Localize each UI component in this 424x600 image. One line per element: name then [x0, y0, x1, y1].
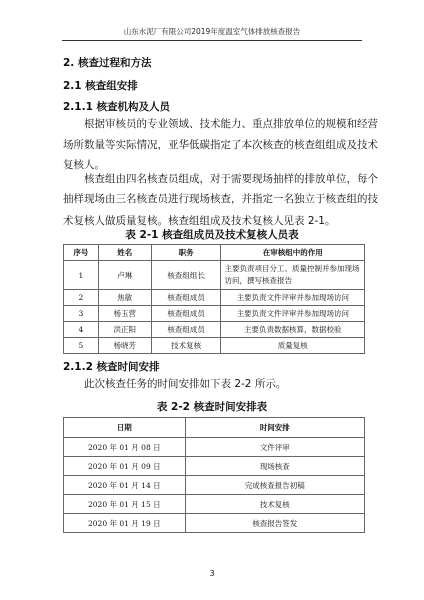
team-table-header-cell: 职务 [151, 245, 221, 261]
team-table-cell: 技术复核 [151, 338, 221, 354]
team-table-cell: 核查组成员 [151, 322, 221, 338]
team-table-cell: 核查组组长 [151, 261, 221, 290]
paragraph-2-line-1: 核查组由四名核查员组成，对于需要现场抽样的排放单位，每个 [84, 173, 378, 185]
paragraph-1-line-1: 根据审核员的专业领域、技术能力、重点排放单位的规模和经营 [84, 118, 378, 130]
team-table-cell: 主要负责项目分工、质量控制并参加现场访问，撰写核查报告 [221, 261, 365, 290]
team-table-cell: 核查组成员 [151, 290, 221, 306]
table-2-2-caption: 表 2-2 核查时间安排表 [156, 401, 268, 413]
page-header: 山东水泥厂有限公司2019年度温室气体排放核查报告 [123, 27, 301, 36]
paragraph-2-line-3: 术复核人做质量复核。核查组组成及技术复核人见表 2-1。 [63, 215, 336, 227]
team-table-cell: 核查组成员 [151, 306, 221, 322]
team-table-cell: 2 [64, 290, 99, 306]
team-table-cell: 主要负责文件评审并参加现场访问 [221, 306, 365, 322]
section-heading-2-1-1: 2.1.1 核查机构及人员 [63, 101, 171, 113]
team-table-row [64, 306, 365, 322]
team-table-header-cell: 在审核组中的作用 [221, 245, 365, 261]
schedule-table-row [64, 438, 365, 457]
schedule-table [63, 417, 365, 533]
table-2-1-caption: 表 2-1 核查组成员及技术复核人员表 [125, 229, 299, 241]
schedule-table-cell: 完成核查报告初稿 [185, 476, 364, 495]
team-table-cell: 主要负责数据核算，数据校验 [221, 322, 365, 338]
section-heading-2-1: 2.1 核查组安排 [63, 80, 138, 92]
section-heading-2: 2. 核查过程和方法 [63, 57, 152, 69]
paragraph-1-line-3: 复核人。 [63, 159, 105, 171]
schedule-table-cell: 2020 年 01 月 15 日 [64, 495, 186, 514]
paragraph-2-line-2: 抽样现场由三名核查员进行现场核查，并指定一名独立于核查组的技 [63, 193, 378, 205]
schedule-table-cell: 文件评审 [185, 438, 364, 457]
schedule-table-cell: 现场核查 [185, 457, 364, 476]
schedule-table-cell: 2020 年 01 月 08 日 [64, 438, 186, 457]
team-table-header-row [64, 245, 365, 261]
schedule-table-row [64, 495, 365, 514]
schedule-table-cell: 2020 年 01 月 19 日 [64, 514, 186, 533]
paragraph-1-line-2: 场所数量等实际情况，亚华低碳指定了本次核查的核查组组成及技术 [63, 139, 378, 151]
team-table-cell: 主要负责文件评审并参加现场访问 [221, 290, 365, 306]
schedule-table-row [64, 457, 365, 476]
schedule-table-header-cell: 时间安排 [185, 418, 364, 438]
team-table-cell: 5 [64, 338, 99, 354]
team-table-cell: 4 [64, 322, 99, 338]
team-table-cell: 杨玉营 [98, 306, 151, 322]
team-table-header-cell: 姓名 [98, 245, 151, 261]
schedule-table-header-row [64, 418, 365, 438]
team-table-cell: 洪正阳 [98, 322, 151, 338]
team-table-cell: 卢琳 [98, 261, 151, 290]
team-table-row [64, 322, 365, 338]
team-table [63, 244, 365, 354]
team-table-row [64, 338, 365, 354]
page-number: 3 [209, 569, 215, 578]
team-table-cell: 3 [64, 306, 99, 322]
schedule-table-row [64, 476, 365, 495]
header-rule [62, 40, 362, 41]
team-table-row [64, 261, 365, 290]
section-heading-2-1-2: 2.1.2 核查时间安排 [63, 361, 160, 373]
schedule-table-header-cell: 日期 [64, 418, 186, 438]
team-table-cell: 1 [64, 261, 99, 290]
schedule-table-cell: 2020 年 01 月 09 日 [64, 457, 186, 476]
team-table-cell: 杨晓芳 [98, 338, 151, 354]
schedule-table-row [64, 514, 365, 533]
paragraph-3: 此次核查任务的时间安排如下表 2-2 所示。 [84, 378, 287, 390]
team-table-header-cell: 序号 [64, 245, 99, 261]
team-table-cell: 焦敏 [98, 290, 151, 306]
schedule-table-cell: 技术复核 [185, 495, 364, 514]
team-table-cell: 质量复核 [221, 338, 365, 354]
schedule-table-cell: 核查报告签发 [185, 514, 364, 533]
schedule-table-cell: 2020 年 01 月 14 日 [64, 476, 186, 495]
team-table-row [64, 290, 365, 306]
